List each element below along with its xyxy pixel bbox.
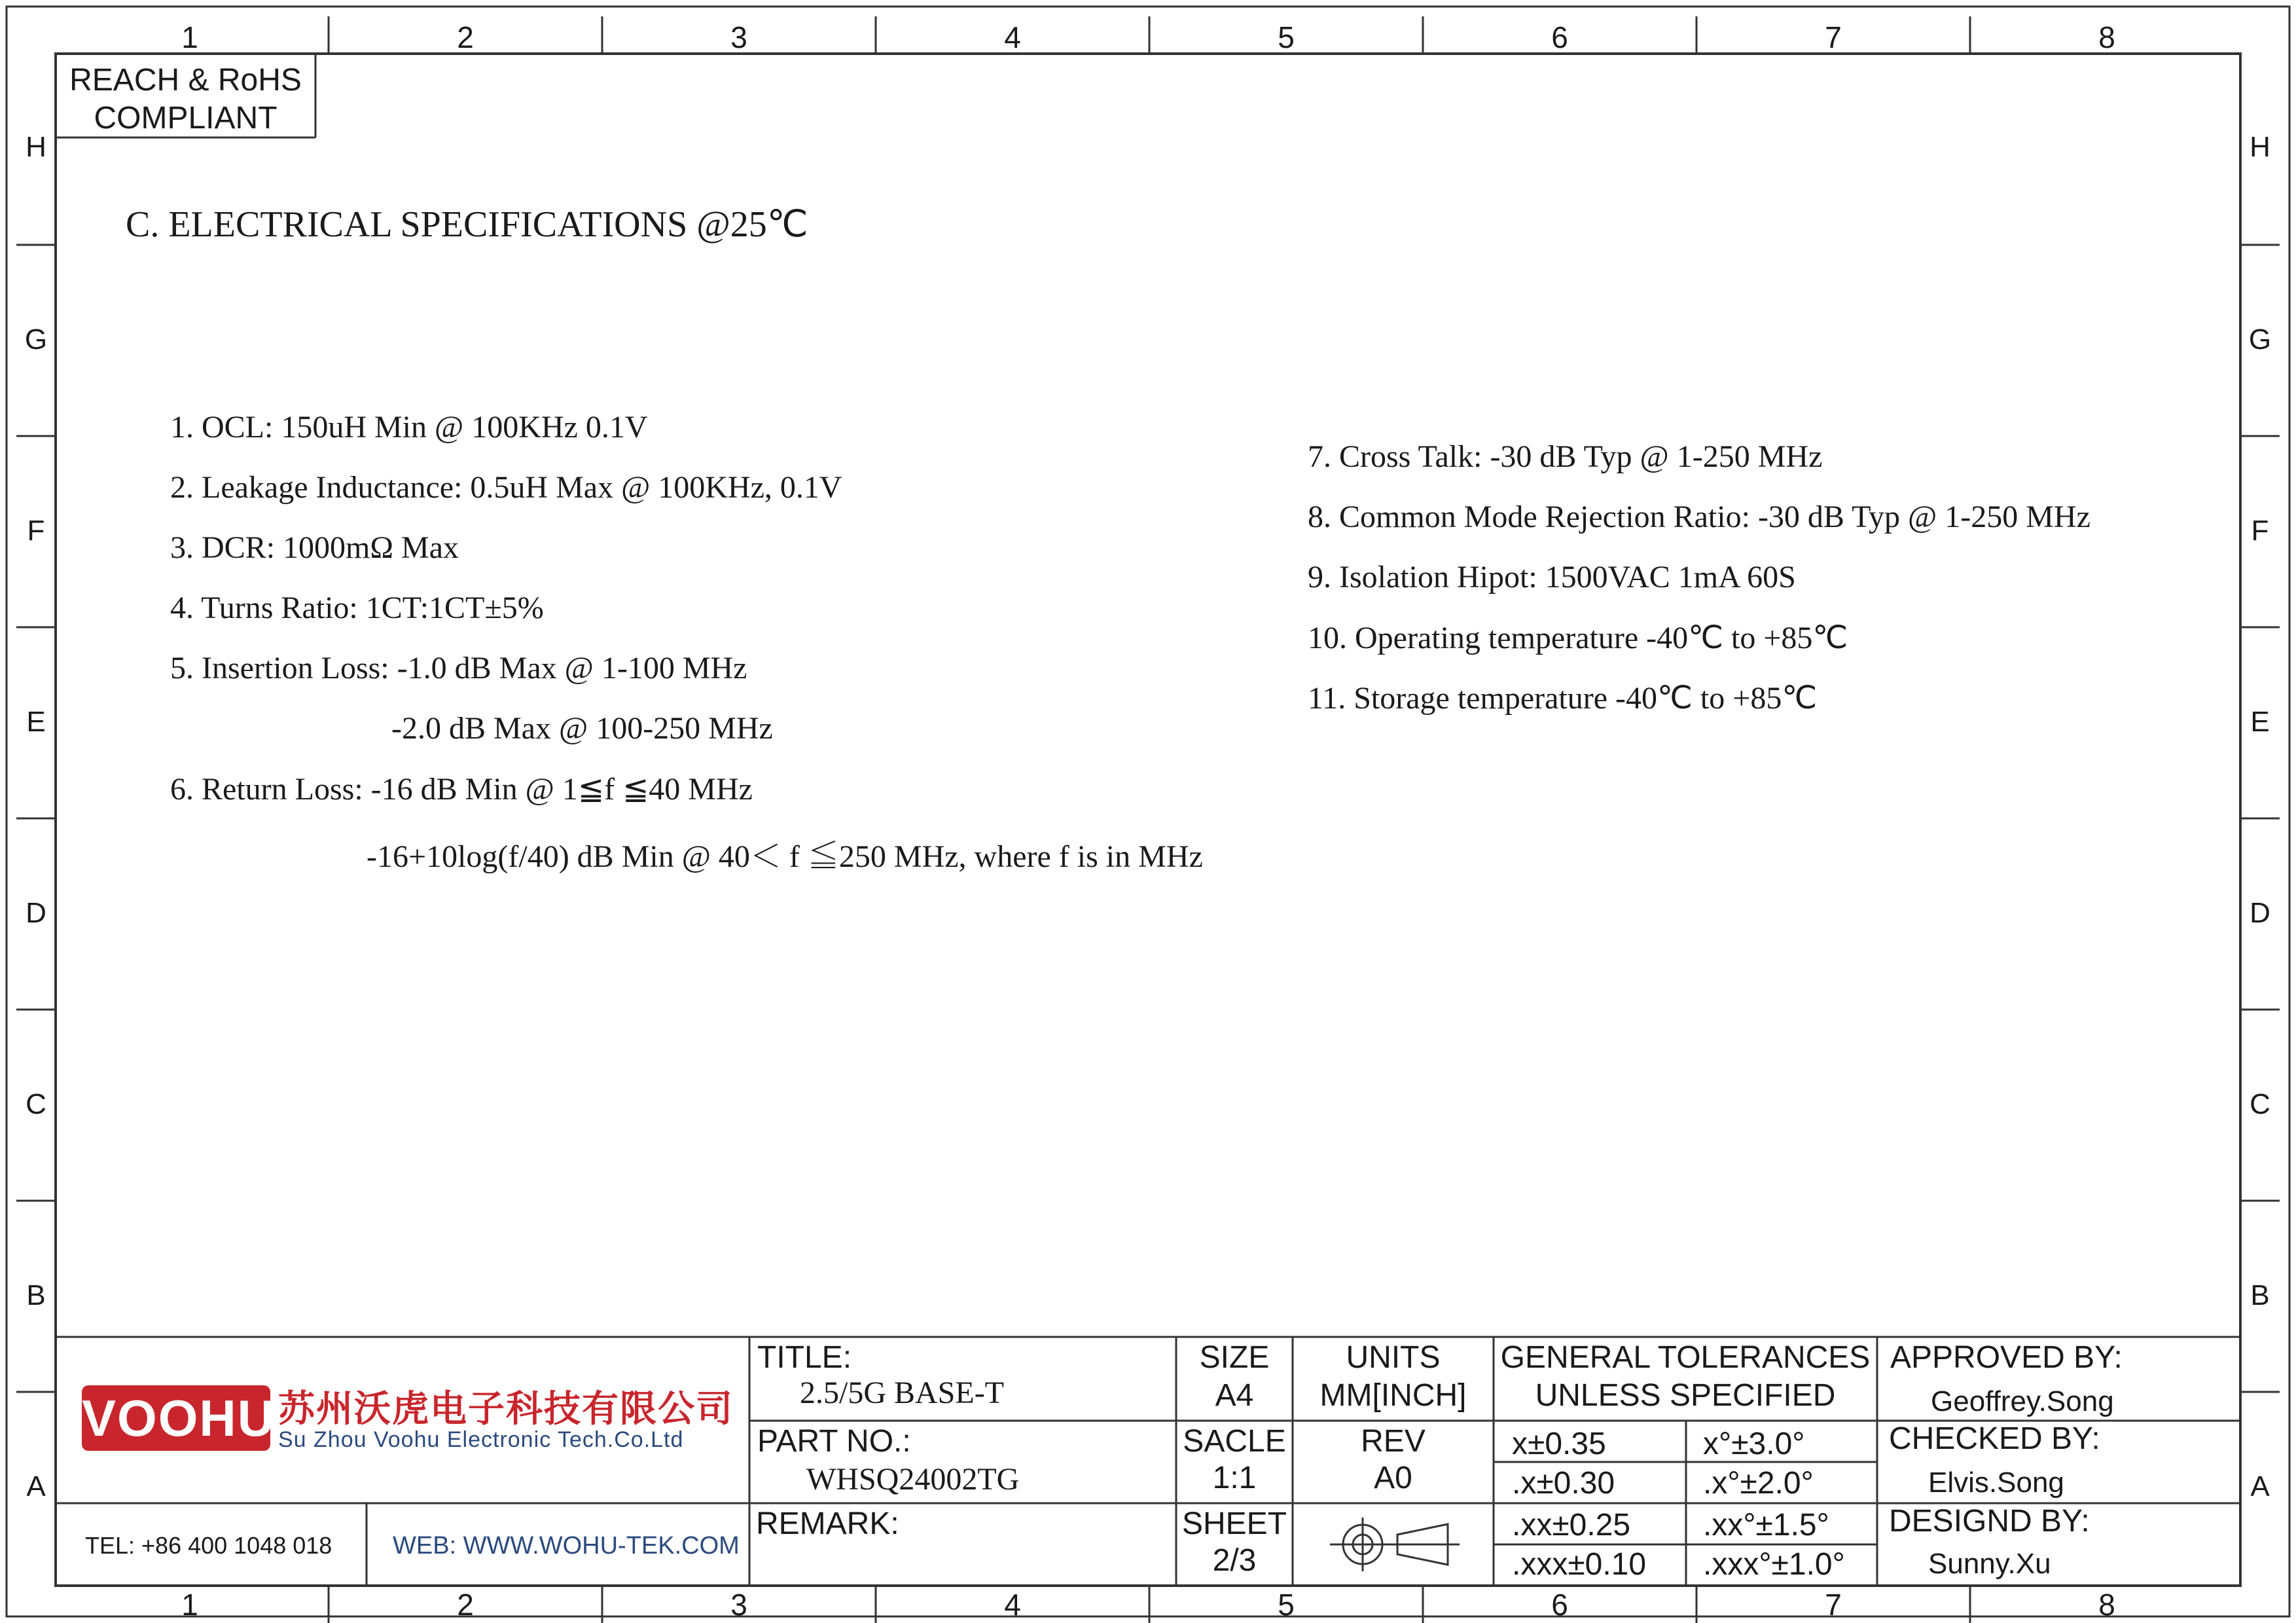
tolerance-linear: x±0.35 — [1512, 1427, 1606, 1461]
zone-row-label: H — [26, 131, 46, 163]
section-title: C. ELECTRICAL SPECIFICATIONS @25℃ — [126, 204, 808, 245]
tolerance-angular: x°±3.0° — [1703, 1427, 1805, 1461]
zone-row-label: F — [2251, 515, 2269, 547]
zone-row-label: G — [2248, 323, 2272, 356]
zone-row-label: D — [26, 897, 46, 929]
tolerance-angular: .x°±2.0° — [1703, 1466, 1814, 1501]
compliance-badge — [56, 62, 315, 137]
zone-row-label: A — [2250, 1470, 2270, 1503]
spec-item: 3. DCR: 1000mΩ Max — [170, 530, 459, 565]
zone-column-label: 1 — [181, 1588, 198, 1622]
size-value: A4 — [1215, 1378, 1254, 1413]
compliance-line: REACH & RoHS — [69, 63, 302, 98]
checked-by-label: CHECKED BY: — [1889, 1421, 2100, 1456]
zone-row-label: E — [2250, 706, 2270, 738]
company-web: WEB: WWW.WOHU-TEK.COM — [393, 1532, 740, 1559]
zone-column-label: 1 — [181, 20, 198, 54]
spec-item: 9. Isolation Hipot: 1500VAC 1mA 60S — [1308, 560, 1796, 594]
spec-item-continuation: -2.0 dB Max @ 100-250 MHz — [391, 711, 773, 746]
rev-value: A0 — [1374, 1461, 1412, 1495]
part-no-value: WHSQ24002TG — [806, 1462, 1020, 1497]
scale-value: 1:1 — [1212, 1461, 1257, 1495]
spec-item: 10. Operating temperature -40℃ to +85℃ — [1308, 621, 1848, 655]
spec-item-continuation: -16+10log(f/40) dB Min @ 40＜ f ≦250 MHz, where f is in MHz — [367, 839, 1203, 874]
zone-row-label: H — [2250, 131, 2270, 163]
zone-row-label: E — [26, 706, 46, 738]
tolerance-linear: .xxx±0.10 — [1512, 1547, 1647, 1582]
zone-row-label: F — [27, 515, 45, 547]
zone-column-label: 6 — [1551, 1588, 1568, 1622]
units-label: UNITS — [1346, 1340, 1441, 1375]
zone-column-label: 4 — [1004, 20, 1021, 54]
sheet-label: SHEET — [1181, 1506, 1287, 1541]
tolerance-angular: .xxx°±1.0° — [1703, 1547, 1845, 1582]
zone-column-label: 2 — [457, 20, 474, 54]
zone-column-label: 8 — [2098, 1588, 2115, 1622]
zone-row-label: B — [26, 1279, 46, 1311]
spec-item: 8. Common Mode Rejection Ratio: -30 dB Typ @ 1-250 MHz — [1308, 500, 2090, 534]
spec-item: 4. Turns Ratio: 1CT:1CT±5% — [170, 591, 544, 625]
zone-column-label: 3 — [730, 20, 747, 54]
zone-row-label: D — [2250, 897, 2270, 929]
tolerances-heading: GENERAL TOLERANCES — [1500, 1340, 1871, 1375]
zone-row-label: G — [24, 323, 48, 356]
tolerance-linear: .x±0.30 — [1512, 1466, 1615, 1501]
approved-by-value: Geoffrey.Song — [1931, 1385, 2114, 1417]
zone-column-label: 4 — [1004, 1588, 1021, 1622]
zone-row-label: C — [2250, 1088, 2270, 1120]
approved-by-label: APPROVED BY: — [1890, 1340, 2123, 1375]
zone-column-label: 2 — [457, 1588, 474, 1622]
designed-by-value: Sunny.Xu — [1928, 1548, 2051, 1580]
part-no-label: PART NO.: — [757, 1424, 911, 1459]
sheet-value: 2/3 — [1212, 1543, 1257, 1578]
zone-column-label: 5 — [1278, 1588, 1295, 1622]
spec-item: 11. Storage temperature -40℃ to +85℃ — [1308, 681, 1818, 716]
compliance-line: COMPLIANT — [94, 101, 278, 136]
units-value: MM[INCH] — [1319, 1378, 1467, 1413]
zone-column-label: 8 — [2098, 20, 2115, 54]
zone-column-label: 6 — [1551, 20, 1568, 54]
company-logo: VOOHU — [82, 1385, 270, 1451]
spec-item: 7. Cross Talk: -30 dB Typ @ 1-250 MHz — [1308, 439, 1823, 474]
spec-item: 1. OCL: 150uH Min @ 100KHz 0.1V — [170, 410, 648, 445]
tolerance-angular: .xx°±1.5° — [1703, 1508, 1829, 1542]
zone-row-label: C — [26, 1088, 46, 1120]
title-label: TITLE: — [757, 1340, 852, 1375]
title-value: 2.5/5G BASE-T — [800, 1376, 1004, 1410]
zone-column-label: 7 — [1825, 1588, 1842, 1622]
third-angle-projection-icon — [1330, 1518, 1460, 1571]
remark-label: REMARK: — [756, 1506, 899, 1541]
company-name-en: Su Zhou Voohu Electronic Tech.Co.Ltd — [278, 1427, 684, 1452]
zone-column-label: 7 — [1825, 20, 1842, 54]
spec-item: 2. Leakage Inductance: 0.5uH Max @ 100KHz, 0.1V — [170, 470, 842, 505]
designed-by-label: DESIGND BY: — [1889, 1504, 2090, 1539]
tolerances-subheading: UNLESS SPECIFIED — [1535, 1378, 1836, 1413]
scale-label: SACLE — [1183, 1424, 1286, 1459]
tolerance-linear: .xx±0.25 — [1512, 1508, 1631, 1542]
rev-label: REV — [1361, 1424, 1426, 1459]
spec-item: 5. Insertion Loss: -1.0 dB Max @ 1-100 MHz — [170, 651, 747, 685]
spec-item: 6. Return Loss: -16 dB Min @ 1≦f ≦40 MHz — [170, 772, 753, 807]
company-name-cn: 苏州沃虎电子科技有限公司 — [278, 1388, 734, 1429]
size-label: SIZE — [1199, 1340, 1270, 1375]
zone-row-label: A — [26, 1470, 46, 1503]
zone-column-label: 5 — [1278, 20, 1295, 54]
zone-row-label: B — [2250, 1279, 2270, 1311]
zone-column-label: 3 — [730, 1588, 747, 1622]
company-tel: TEL: +86 400 1048 018 — [85, 1532, 332, 1559]
checked-by-value: Elvis.Song — [1928, 1467, 2064, 1499]
